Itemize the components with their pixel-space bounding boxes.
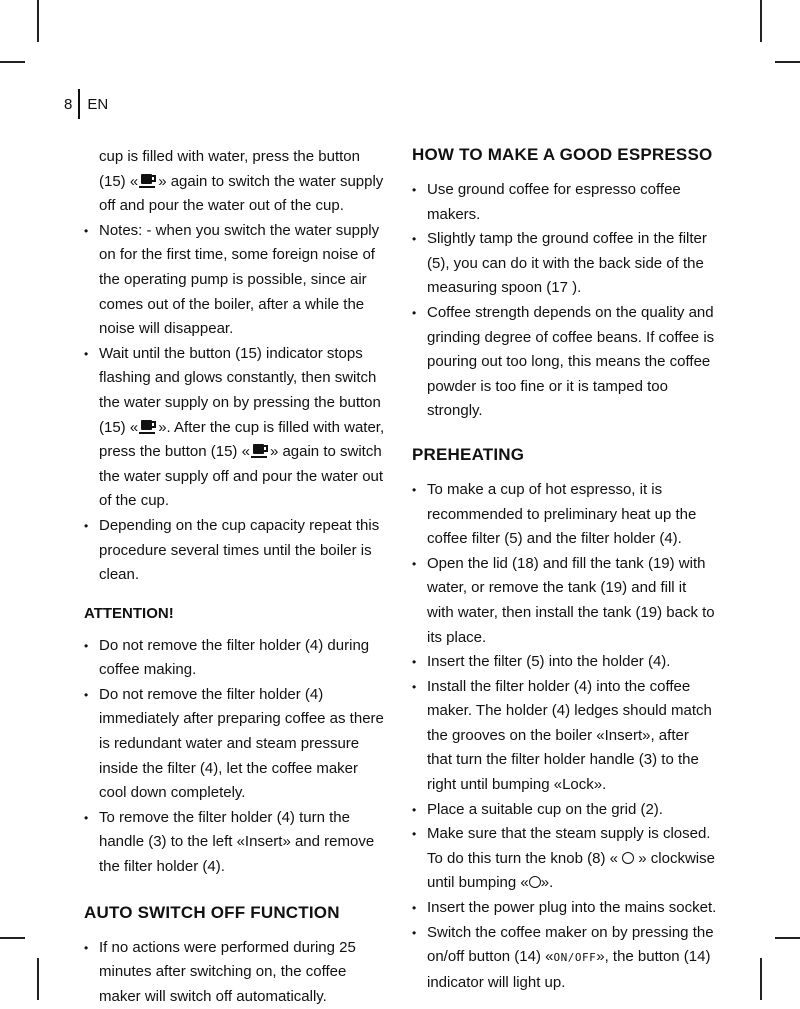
language-code: EN bbox=[87, 95, 109, 113]
list-item bbox=[412, 478, 717, 552]
list-item bbox=[412, 798, 717, 823]
auto-switch-off-list bbox=[84, 936, 389, 1009]
text: Notes: - when you switch the water supply on for the first time, some foreign noise of the operating pump is possible, since air comes out of the boiler, after a while the noise will disappear. bbox=[99, 221, 380, 338]
bullet: • bbox=[84, 346, 89, 361]
bullet: • bbox=[84, 223, 89, 238]
list-item bbox=[412, 822, 717, 896]
notes-list bbox=[84, 219, 389, 588]
bullet: • bbox=[84, 687, 89, 702]
text: If no actions were performed during 25 minutes after switching on, the coffee maker will switch off automatically. bbox=[99, 938, 356, 1005]
list-item bbox=[412, 227, 717, 301]
knob-lock-icon bbox=[529, 876, 541, 888]
page-number: 8 bbox=[64, 95, 73, 113]
text: Do not remove the filter holder (4) during coffee making. bbox=[99, 636, 370, 679]
text: Slightly tamp the ground coffee in the filter (5), you can do it with the back side of the measuring spoon (17 ). bbox=[427, 230, 707, 297]
text: Depending on the cup capacity repeat this procedure several times until the boiler is clean. bbox=[99, 516, 380, 584]
page-header bbox=[64, 90, 108, 118]
text: Make sure that the steam supply is closed. To do this turn the knob (8) « bbox=[427, 825, 711, 867]
text: Insert the power plug into the mains socket. bbox=[427, 899, 717, 917]
bullet: • bbox=[84, 940, 89, 955]
bullet: • bbox=[84, 810, 89, 825]
crop-mark bbox=[760, 0, 762, 42]
list-item bbox=[412, 650, 717, 675]
text: Do not remove the filter holder (4) immediately after preparing coffee as there is redundant water and steam pressure inside the filter (4), let the coffee maker cool down completely. bbox=[99, 685, 384, 802]
crop-mark bbox=[37, 958, 39, 1000]
text: », the button (14) indicator will light up. bbox=[427, 948, 711, 991]
bullet: • bbox=[412, 556, 417, 571]
text: Install the filter holder (4) into the coffee maker. The holder (4) ledges should match the grooves on the boiler «Insert», after that turn the filter holder handle (3) to the right until bumping «Lock». bbox=[427, 677, 712, 794]
text: » again to switch the water supply off and pour the water out of the cup. bbox=[99, 443, 384, 510]
list-item bbox=[84, 514, 389, 588]
bullet: • bbox=[412, 655, 417, 670]
preheating-list bbox=[412, 478, 717, 995]
text: » clockwise until bumping « bbox=[427, 849, 715, 892]
crop-mark bbox=[760, 958, 762, 1000]
list-item bbox=[84, 936, 389, 1009]
bullet: • bbox=[412, 482, 417, 497]
list-item bbox=[412, 921, 717, 996]
bullet: • bbox=[412, 305, 417, 320]
knob-icon bbox=[622, 852, 634, 864]
list-item bbox=[84, 219, 389, 342]
text: Open the lid (18) and fill the tank (19) with water, or remove the tank (19) and fill it with water, then install the tank (19) back to its place. bbox=[427, 554, 715, 646]
cup-icon bbox=[250, 443, 270, 459]
preheating-heading: PREHEATING bbox=[412, 444, 525, 464]
list-item bbox=[84, 683, 389, 806]
text: » again to switch the water supply off and pour the water out of the cup. bbox=[99, 172, 384, 215]
list-item bbox=[84, 806, 389, 880]
list-item bbox=[84, 342, 389, 514]
bullet: • bbox=[412, 232, 417, 247]
bullet: • bbox=[412, 827, 417, 842]
right-column bbox=[412, 142, 717, 995]
text: Use ground coffee for espresso coffee makers. bbox=[427, 181, 681, 223]
list-item bbox=[84, 634, 389, 683]
crop-mark bbox=[37, 0, 39, 42]
cup-icon bbox=[138, 419, 158, 435]
text: ». bbox=[540, 874, 554, 892]
text: ». After the cup is filled with water, press the button (15) « bbox=[99, 418, 385, 461]
bullet: • bbox=[84, 518, 89, 533]
text: Place a suitable cup on the grid (2). bbox=[427, 800, 663, 818]
continued-paragraph bbox=[84, 145, 389, 219]
text: To remove the filter holder (4) turn the handle (3) to the left «Insert» and remove the filter holder (4). bbox=[99, 808, 375, 876]
espresso-heading: HOW TO MAKE A GOOD ESPRESSO bbox=[412, 145, 713, 164]
text: cup is filled with water, press the button (15) « bbox=[99, 148, 360, 190]
espresso-list bbox=[412, 178, 717, 424]
bullet: • bbox=[412, 679, 417, 694]
bullet: • bbox=[84, 638, 89, 653]
bullet: • bbox=[412, 925, 417, 940]
left-column bbox=[84, 145, 389, 1009]
crop-mark bbox=[775, 61, 800, 63]
crop-mark bbox=[0, 61, 25, 63]
attention-list bbox=[84, 634, 389, 880]
attention-heading: ATTENTION! bbox=[84, 604, 174, 622]
bullet: • bbox=[412, 802, 417, 817]
text: To make a cup of hot espresso, it is recommended to preliminary heat up the coffee filter (5) and the filter holder (4). bbox=[427, 480, 697, 548]
cup-icon bbox=[138, 173, 158, 189]
text: Switch the coffee maker on by pressing the on/off button (14) « bbox=[427, 923, 714, 966]
text: Coffee strength depends on the quality and grinding degree of coffee beans. If coffee is pouring out too long, this means the coffee powder is too fine or it is tamped too strongly. bbox=[427, 303, 715, 420]
crop-mark bbox=[0, 937, 25, 939]
list-item bbox=[412, 178, 717, 227]
text: Wait until the button (15) indicator stops flashing and glows constantly, then switch the water supply on by pressing the button (15) « bbox=[99, 344, 381, 436]
list-item bbox=[412, 552, 717, 650]
on-off-symbol: ON/OFF bbox=[553, 951, 597, 965]
list-item bbox=[412, 301, 717, 424]
text: Insert the filter (5) into the holder (4). bbox=[427, 653, 671, 671]
bullet: • bbox=[412, 901, 417, 916]
list-item bbox=[412, 896, 717, 921]
header-divider bbox=[78, 89, 80, 119]
crop-mark bbox=[775, 937, 800, 939]
auto-switch-off-heading: AUTO SWITCH OFF FUNCTION bbox=[84, 902, 340, 922]
bullet: • bbox=[412, 183, 417, 197]
list-item bbox=[412, 675, 717, 798]
